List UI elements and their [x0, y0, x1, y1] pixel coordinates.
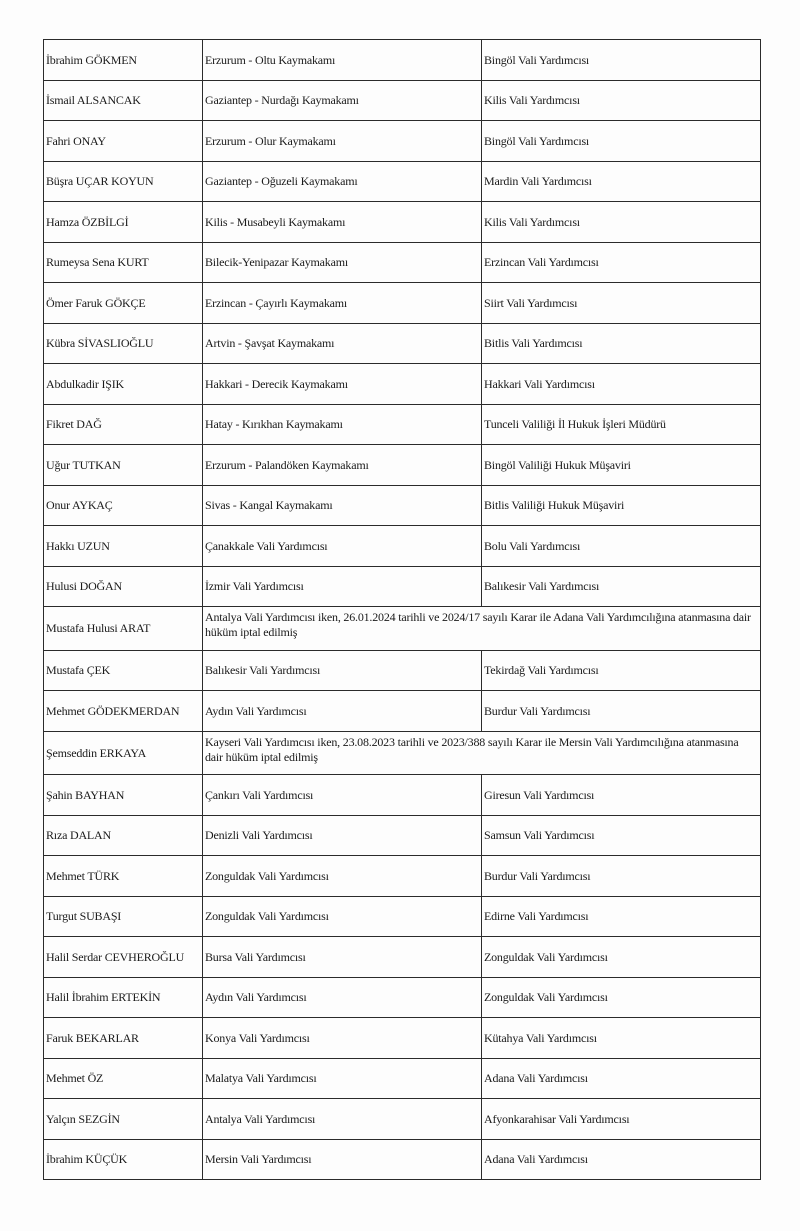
current-position-cell: Mersin Vali Yardımcısı [203, 1139, 482, 1180]
person-name-cell: Rıza DALAN [44, 815, 203, 856]
current-position-cell: Gaziantep - Oğuzeli Kaymakamı [203, 161, 482, 202]
person-name-cell: Mehmet ÖZ [44, 1058, 203, 1099]
current-position-cell: Bilecik-Yenipazar Kaymakamı [203, 242, 482, 283]
table-row [44, 323, 761, 364]
table-row [44, 40, 761, 81]
person-name-cell: Mustafa Hulusi ARAT [44, 607, 203, 651]
person-name-cell: Hamza ÖZBİLGİ [44, 202, 203, 243]
person-name-cell: Hakkı UZUN [44, 526, 203, 567]
person-name-cell: Şemseddin ERKAYA [44, 731, 203, 775]
assignment-table [43, 39, 761, 1180]
person-name-cell: İsmail ALSANCAK [44, 80, 203, 121]
person-name-cell: Halil İbrahim ERTEKİN [44, 977, 203, 1018]
table-row [44, 121, 761, 162]
table-row-annulled [44, 731, 761, 775]
person-name-cell: Onur AYKAÇ [44, 485, 203, 526]
new-position-cell: Bingöl Vali Yardımcısı [482, 121, 761, 162]
current-position-cell: Zonguldak Vali Yardımcısı [203, 896, 482, 937]
table-row [44, 815, 761, 856]
new-position-cell: Hakkari Vali Yardımcısı [482, 364, 761, 405]
table-row [44, 856, 761, 897]
annulment-note-cell: Antalya Vali Yardımcısı iken, 26.01.2024 tarihli ve 2024/17 sayılı Karar ile Adana Vali Yardımcılığına atanmasına dair hüküm iptal edilmiş [203, 607, 761, 651]
person-name-cell: Faruk BEKARLAR [44, 1018, 203, 1059]
new-position-cell: Balıkesir Vali Yardımcısı [482, 566, 761, 607]
table-row [44, 775, 761, 816]
current-position-cell: Malatya Vali Yardımcısı [203, 1058, 482, 1099]
person-name-cell: Şahin BAYHAN [44, 775, 203, 816]
person-name-cell: İbrahim KÜÇÜK [44, 1139, 203, 1180]
new-position-cell: Zonguldak Vali Yardımcısı [482, 937, 761, 978]
table-row [44, 1099, 761, 1140]
table-row [44, 404, 761, 445]
current-position-cell: Zonguldak Vali Yardımcısı [203, 856, 482, 897]
table-row [44, 1018, 761, 1059]
new-position-cell: Giresun Vali Yardımcısı [482, 775, 761, 816]
new-position-cell: Kütahya Vali Yardımcısı [482, 1018, 761, 1059]
current-position-cell: Erzurum - Olur Kaymakamı [203, 121, 482, 162]
current-position-cell: Konya Vali Yardımcısı [203, 1018, 482, 1059]
new-position-cell: Kilis Vali Yardımcısı [482, 202, 761, 243]
current-position-cell: Artvin - Şavşat Kaymakamı [203, 323, 482, 364]
table-row [44, 566, 761, 607]
table-row [44, 283, 761, 324]
current-position-cell: Erzurum - Oltu Kaymakamı [203, 40, 482, 81]
table-row [44, 242, 761, 283]
new-position-cell: Zonguldak Vali Yardımcısı [482, 977, 761, 1018]
current-position-cell: Bursa Vali Yardımcısı [203, 937, 482, 978]
assignment-table-body [44, 40, 761, 1180]
new-position-cell: Siirt Vali Yardımcısı [482, 283, 761, 324]
person-name-cell: İbrahim GÖKMEN [44, 40, 203, 81]
table-row [44, 445, 761, 486]
new-position-cell: Afyonkarahisar Vali Yardımcısı [482, 1099, 761, 1140]
current-position-cell: Çanakkale Vali Yardımcısı [203, 526, 482, 567]
current-position-cell: Çankırı Vali Yardımcısı [203, 775, 482, 816]
current-position-cell: Erzincan - Çayırlı Kaymakamı [203, 283, 482, 324]
current-position-cell: Sivas - Kangal Kaymakamı [203, 485, 482, 526]
person-name-cell: Turgut SUBAŞI [44, 896, 203, 937]
current-position-cell: Aydın Vali Yardımcısı [203, 977, 482, 1018]
current-position-cell: Denizli Vali Yardımcısı [203, 815, 482, 856]
new-position-cell: Burdur Vali Yardımcısı [482, 691, 761, 732]
new-position-cell: Bolu Vali Yardımcısı [482, 526, 761, 567]
table-row [44, 202, 761, 243]
person-name-cell: Mehmet TÜRK [44, 856, 203, 897]
person-name-cell: Kübra SİVASLIOĞLU [44, 323, 203, 364]
current-position-cell: Erzurum - Palandöken Kaymakamı [203, 445, 482, 486]
new-position-cell: Erzincan Vali Yardımcısı [482, 242, 761, 283]
table-row [44, 1058, 761, 1099]
person-name-cell: Fikret DAĞ [44, 404, 203, 445]
current-position-cell: Aydın Vali Yardımcısı [203, 691, 482, 732]
new-position-cell: Kilis Vali Yardımcısı [482, 80, 761, 121]
new-position-cell: Bingöl Valiliği Hukuk Müşaviri [482, 445, 761, 486]
table-row [44, 161, 761, 202]
table-row-annulled [44, 607, 761, 651]
table-row [44, 1139, 761, 1180]
current-position-cell: Antalya Vali Yardımcısı [203, 1099, 482, 1140]
person-name-cell: Fahri ONAY [44, 121, 203, 162]
person-name-cell: Abdulkadir IŞIK [44, 364, 203, 405]
current-position-cell: İzmir Vali Yardımcısı [203, 566, 482, 607]
current-position-cell: Hatay - Kırıkhan Kaymakamı [203, 404, 482, 445]
person-name-cell: Halil Serdar CEVHEROĞLU [44, 937, 203, 978]
person-name-cell: Ömer Faruk GÖKÇE [44, 283, 203, 324]
table-row [44, 80, 761, 121]
new-position-cell: Mardin Vali Yardımcısı [482, 161, 761, 202]
new-position-cell: Bitlis Vali Yardımcısı [482, 323, 761, 364]
new-position-cell: Tekirdağ Vali Yardımcısı [482, 650, 761, 691]
person-name-cell: Yalçın SEZGİN [44, 1099, 203, 1140]
current-position-cell: Kilis - Musabeyli Kaymakamı [203, 202, 482, 243]
current-position-cell: Hakkari - Derecik Kaymakamı [203, 364, 482, 405]
table-row [44, 691, 761, 732]
person-name-cell: Uğur TUTKAN [44, 445, 203, 486]
new-position-cell: Bingöl Vali Yardımcısı [482, 40, 761, 81]
table-row [44, 937, 761, 978]
current-position-cell: Gaziantep - Nurdağı Kaymakamı [203, 80, 482, 121]
table-row [44, 650, 761, 691]
new-position-cell: Adana Vali Yardımcısı [482, 1139, 761, 1180]
table-row [44, 896, 761, 937]
person-name-cell: Hulusi DOĞAN [44, 566, 203, 607]
table-row [44, 364, 761, 405]
new-position-cell: Tunceli Valiliği İl Hukuk İşleri Müdürü [482, 404, 761, 445]
person-name-cell: Rumeysa Sena KURT [44, 242, 203, 283]
new-position-cell: Edirne Vali Yardımcısı [482, 896, 761, 937]
table-row [44, 977, 761, 1018]
person-name-cell: Mehmet GÖDEKMERDAN [44, 691, 203, 732]
person-name-cell: Büşra UÇAR KOYUN [44, 161, 203, 202]
new-position-cell: Adana Vali Yardımcısı [482, 1058, 761, 1099]
current-position-cell: Balıkesir Vali Yardımcısı [203, 650, 482, 691]
person-name-cell: Mustafa ÇEK [44, 650, 203, 691]
table-row [44, 485, 761, 526]
table-row [44, 526, 761, 567]
new-position-cell: Samsun Vali Yardımcısı [482, 815, 761, 856]
new-position-cell: Burdur Vali Yardımcısı [482, 856, 761, 897]
annulment-note-cell: Kayseri Vali Yardımcısı iken, 23.08.2023 tarihli ve 2023/388 sayılı Karar ile Mersin Vali Yardımcılığına atanmasına dair hüküm iptal edilmiş [203, 731, 761, 775]
new-position-cell: Bitlis Valiliği Hukuk Müşaviri [482, 485, 761, 526]
